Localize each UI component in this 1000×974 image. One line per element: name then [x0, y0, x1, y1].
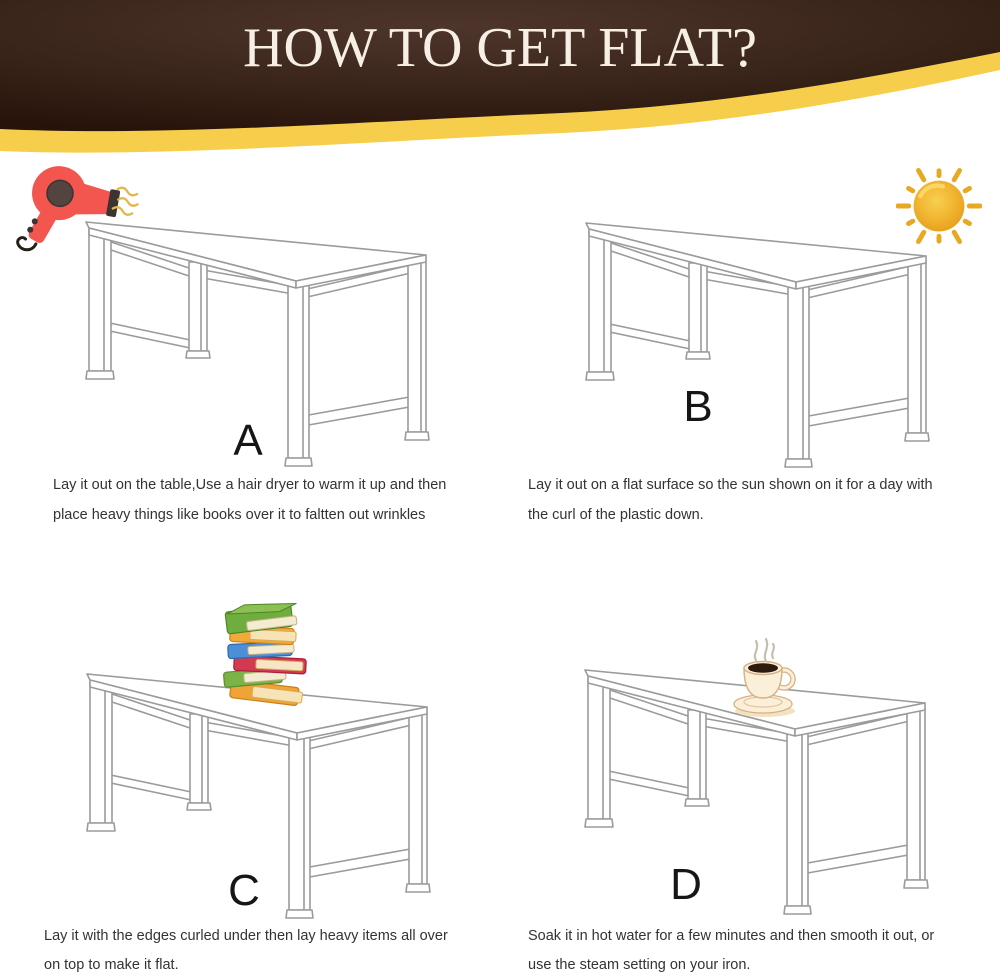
books-stack-icon [222, 600, 308, 710]
caption-c [44, 922, 448, 974]
coffee-cup-icon [718, 637, 806, 721]
caption-b [528, 470, 933, 530]
header-banner [0, 0, 1000, 175]
caption-d-line1: Soak it in hot water for a few minutes and then smooth it out, or [528, 928, 935, 944]
sun-icon [896, 163, 982, 249]
caption-d-line2: use the steam setting on your iron. [528, 957, 751, 973]
table-illustration-b [585, 211, 935, 471]
caption-b-line1: Lay it out on a flat surface so the sun shown on it for a day with [528, 477, 933, 493]
hair-dryer-icon [14, 155, 140, 261]
caption-a [53, 470, 446, 530]
section-label-c: C [228, 866, 260, 915]
caption-c-line1: Lay it with the edges curled under then lay heavy items all over [44, 928, 448, 944]
steam-icon [755, 639, 774, 661]
caption-d [528, 922, 934, 974]
section-label-a: A [233, 416, 263, 465]
caption-a-line2: place heavy things like books over it to faltten out wrinkles [53, 507, 426, 523]
caption-c-line2: on top to make it flat. [44, 957, 179, 973]
section-label-d: D [670, 860, 702, 909]
caption-a-line1: Lay it out on the table,Use a hair dryer to warm it up and then [53, 477, 447, 493]
page-title: HOW TO GET FLAT? [243, 17, 757, 79]
section-label-b: B [683, 382, 713, 431]
caption-b-line2: the curl of the plastic down. [528, 507, 704, 523]
